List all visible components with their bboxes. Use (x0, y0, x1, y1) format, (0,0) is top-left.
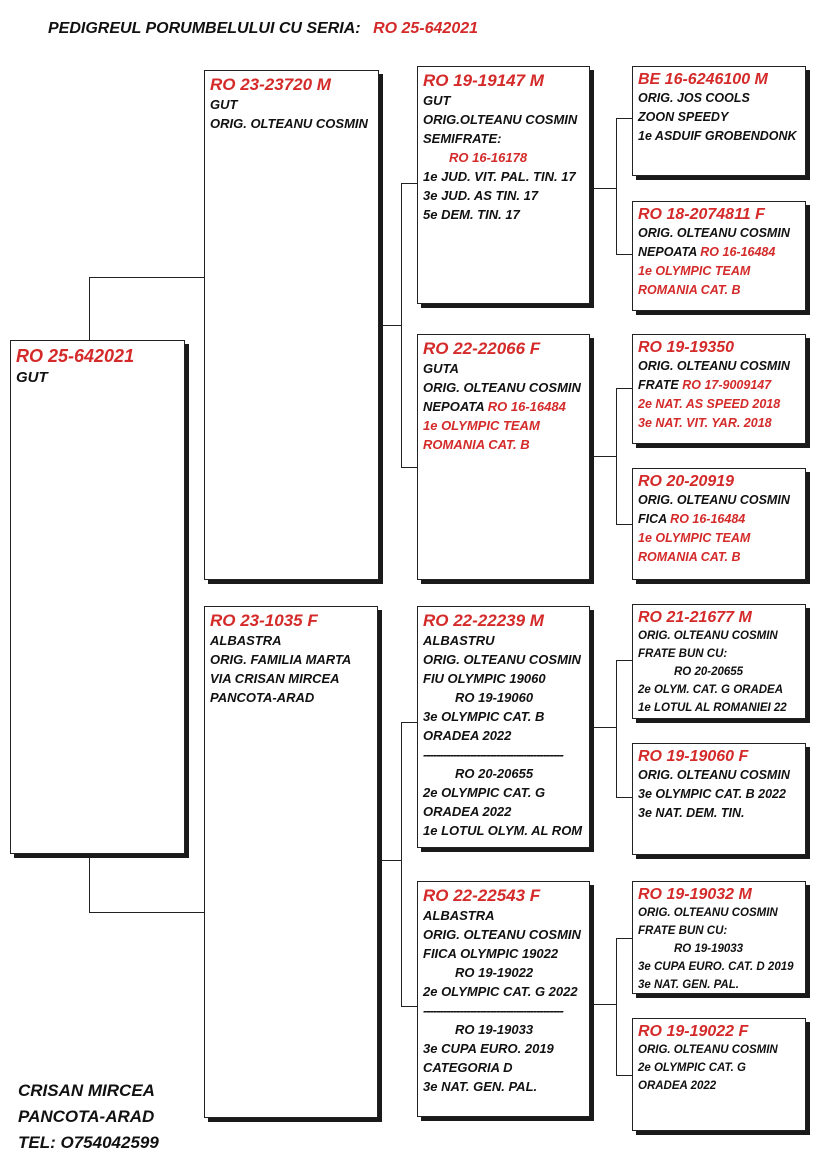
ds-sire-lines (638, 627, 800, 717)
dd-dam-lines (638, 1041, 800, 1095)
info-line-text: 3e NAT. GEN. PAL. (638, 979, 739, 991)
sire-dam-ring: RO 22-22066 F (423, 339, 541, 358)
sd-dam-ring: RO 20-20919 (638, 473, 735, 490)
ds-dam-lines (638, 766, 800, 823)
info-line (638, 922, 800, 940)
title-prefix: PEDIGREUL PORUMBELULUI CU SERIA: (48, 20, 361, 37)
info-line-text: ORIG. OLTEANU COSMIN (638, 493, 790, 507)
info-line-text: 1e OLYMPIC TEAM (638, 264, 751, 278)
connector-line (616, 797, 632, 798)
info-line (638, 766, 800, 785)
info-line-text: ALBASTRA (210, 633, 282, 648)
info-line-text: ORIG. JOS COOLS (638, 91, 750, 105)
sire-box (204, 70, 379, 580)
info-line (423, 167, 584, 186)
dam-dam-lines (423, 906, 584, 1096)
info-line-text: 3e CUPA EURO. CAT. D 2019 (638, 961, 794, 973)
dam-dam-ring: RO 22-22543 F (423, 886, 541, 905)
connector-line (380, 325, 402, 326)
ds-dam-box (632, 743, 806, 855)
info-line-text: 3e JUD. AS TIN. 17 (423, 188, 539, 203)
info-line (423, 1077, 584, 1096)
connector-line (590, 1004, 617, 1005)
info-line (423, 1039, 584, 1058)
info-line (423, 821, 584, 840)
info-line-text: ROMANIA CAT. B (638, 283, 741, 297)
info-line (423, 186, 584, 205)
info-line (423, 764, 584, 783)
sire-lines (210, 95, 373, 133)
info-line (638, 1059, 800, 1077)
sire-sire-lines (423, 91, 584, 224)
info-line-ring: RO 16-16484 (487, 399, 566, 414)
info-line-text: ROMANIA CAT. B (638, 550, 741, 564)
connector-line (590, 727, 617, 728)
dd-sire-ring: RO 19-19032 M (638, 886, 752, 903)
info-line-text: NEPOATA (638, 245, 701, 259)
info-line-text: FRATE BUN CU: (638, 648, 728, 660)
info-line (423, 378, 584, 397)
info-line-text: FIICA OLYMPIC 19022 (423, 946, 559, 961)
info-line-text: 1e LOTUL AL ROMANIEI 22 (638, 702, 787, 714)
info-line-text: ALBASTRU (423, 633, 495, 648)
info-line (423, 397, 584, 416)
sd-sire-lines (638, 357, 800, 433)
info-line (423, 707, 584, 726)
info-line-text: NEPOATA (423, 399, 488, 414)
dd-sire-lines (638, 904, 800, 994)
info-line (16, 368, 179, 388)
info-line (638, 1077, 800, 1095)
info-line-text: RO 20-20655 (674, 666, 744, 678)
sire-ring: RO 23-23720 M (210, 75, 331, 94)
connector-line (401, 183, 402, 468)
connector-line (89, 854, 90, 912)
connector-line (616, 660, 632, 661)
info-line-text: 1e OLYMPIC TEAM (423, 418, 540, 433)
info-line-text: ORIG. OLTEANU COSMIN (638, 630, 778, 642)
info-line-text: RO 20-20655 (455, 766, 534, 781)
connector-line (616, 118, 617, 255)
connector-line (616, 118, 632, 119)
info-line (638, 108, 800, 127)
info-line (423, 745, 584, 764)
dam-lines (210, 631, 372, 707)
info-line-text: ------------------------------------------ (423, 747, 563, 762)
info-line-text: GUTA (423, 361, 459, 376)
info-line-text: 1e OLYMPIC TEAM (638, 531, 751, 545)
info-line-text: 2e NAT. AS SPEED 2018 (638, 397, 781, 411)
info-line-text: GUT (210, 97, 238, 112)
dam-ring: RO 23-1035 F (210, 611, 318, 630)
info-line-text: VIA CRISAN MIRCEA (210, 671, 340, 686)
info-line (638, 262, 800, 281)
sire-sire-box (417, 66, 590, 304)
info-line (423, 925, 584, 944)
connector-line (89, 277, 90, 340)
info-line-text: ROMANIA CAT. B (423, 437, 530, 452)
info-line-text: ORIG. OLTEANU COSMIN (638, 907, 778, 919)
info-line (638, 958, 800, 976)
info-line-text: FRATE (638, 378, 683, 392)
info-line (638, 529, 800, 548)
info-line-text: 1e LOTUL OLYM. AL ROM (423, 823, 583, 838)
info-line-text: ORIG. FAMILIA MARTA (210, 652, 352, 667)
info-line (423, 906, 584, 925)
ds-sire-box (632, 604, 806, 719)
info-line-ring: RO 17-9009147 (682, 378, 772, 392)
connector-line (590, 456, 617, 457)
connector-line (401, 183, 417, 184)
info-line (638, 281, 800, 300)
info-line (423, 783, 584, 802)
dam-box (204, 606, 378, 1118)
info-line (638, 127, 800, 146)
info-line (638, 89, 800, 108)
info-line (423, 91, 584, 110)
dam-sire-box (417, 606, 590, 848)
dam-dam-box (417, 881, 590, 1117)
info-line (210, 95, 373, 114)
info-line (210, 669, 372, 688)
sd-sire-ring: RO 19-19350 (638, 339, 735, 356)
info-line-text: 1e ASDUIF GROBENDONK (638, 129, 797, 143)
info-line-text: RO 19-19060 (455, 690, 534, 705)
connector-line (616, 938, 632, 939)
info-line (423, 963, 584, 982)
info-line-text: GUT (16, 369, 48, 386)
info-line (638, 904, 800, 922)
info-line (210, 650, 372, 669)
info-line (423, 982, 584, 1001)
info-line-text: ORIG. OLTEANU COSMIN (638, 226, 790, 240)
connector-line (616, 660, 617, 798)
info-line-text: FICA (638, 512, 671, 526)
page-title (48, 20, 478, 38)
info-line-text: ORIG. OLTEANU COSMIN (638, 768, 790, 782)
info-line (423, 435, 584, 454)
sire-sire-ring: RO 19-19147 M (423, 71, 544, 90)
dd-dam-box (632, 1018, 806, 1131)
sire-dam-box (417, 334, 590, 580)
info-line-text: 3e NAT. VIT. YAR. 2018 (638, 416, 772, 430)
info-line-text: 2e OLYM. CAT. G ORADEA (638, 684, 784, 696)
info-line-text: 2e OLYMPIC CAT. G 2022 (423, 984, 578, 999)
info-line-text: ORIG. OLTEANU COSMIN (210, 116, 368, 131)
info-line (210, 688, 372, 707)
breeder-name: CRISAN MIRCEA (18, 1081, 155, 1100)
info-line-text: FRATE BUN CU: (638, 925, 728, 937)
info-line (638, 414, 800, 433)
info-line (638, 681, 800, 699)
info-line-text: 2e OLYMPIC CAT. G (638, 1062, 746, 1074)
subject-box (10, 340, 185, 854)
info-line-text: 3e OLYMPIC CAT. B 2022 (638, 787, 786, 801)
info-line (423, 726, 584, 745)
info-line (423, 650, 584, 669)
info-line-ring: RO 16-16484 (670, 512, 746, 526)
info-line-text: FIU OLYMPIC 19060 (423, 671, 546, 686)
ss-dam-ring: RO 18-2074811 F (638, 206, 765, 223)
info-line-text: 5e DEM. TIN. 17 (423, 207, 520, 222)
info-line (638, 645, 800, 663)
info-line-text: ALBASTRA (423, 908, 495, 923)
info-line (638, 357, 800, 376)
connector-line (616, 1075, 632, 1076)
info-line (210, 114, 373, 133)
info-line-text: ORIG. OLTEANU COSMIN (423, 927, 581, 942)
info-line (423, 944, 584, 963)
info-line-text: ORIG. OLTEANU COSMIN (423, 652, 581, 667)
ss-sire-ring: BE 16-6246100 M (638, 71, 768, 88)
dam-sire-ring: RO 22-22239 M (423, 611, 544, 630)
info-line (423, 205, 584, 224)
info-line (638, 699, 800, 717)
info-line-text: PANCOTA-ARAD (210, 690, 315, 705)
breeder-contact (18, 1078, 159, 1156)
info-line (638, 1041, 800, 1059)
info-line (638, 491, 800, 510)
info-line (638, 976, 800, 994)
connector-line (401, 467, 417, 468)
subject-ring: RO 25-642021 (16, 346, 135, 366)
info-line-text: ORADEA 2022 (423, 728, 512, 743)
info-line (423, 1020, 584, 1039)
info-line-text: 3e NAT. DEM. TIN. (638, 806, 745, 820)
connector-line (616, 524, 632, 525)
connector-line (401, 722, 417, 723)
ss-sire-box (632, 66, 806, 176)
subject-lines (16, 368, 179, 388)
info-line (423, 148, 584, 167)
connector-line (616, 254, 632, 255)
connector-line (89, 277, 204, 278)
ss-dam-lines (638, 224, 800, 300)
info-line (423, 1058, 584, 1077)
ss-sire-lines (638, 89, 800, 146)
ss-dam-box (632, 201, 806, 311)
info-line (423, 631, 584, 650)
title-ring: RO 25-642021 (373, 20, 479, 37)
info-line-text: ORADEA 2022 (423, 804, 512, 819)
info-line (423, 129, 584, 148)
info-line-text: ORIG. OLTEANU COSMIN (638, 1044, 778, 1056)
connector-line (401, 1006, 417, 1007)
info-line (423, 1001, 584, 1020)
info-line-text: ORIG.OLTEANU COSMIN (423, 112, 578, 127)
info-line-text: RO 19-19033 (674, 943, 744, 955)
ds-dam-ring: RO 19-19060 F (638, 748, 749, 765)
info-line-text: GUT (423, 93, 451, 108)
dam-sire-lines (423, 631, 584, 840)
info-line (423, 669, 584, 688)
connector-line (616, 388, 632, 389)
info-line-ring: RO 16-16484 (700, 245, 776, 259)
connector-line (616, 388, 617, 525)
info-line (638, 940, 800, 958)
info-line (423, 110, 584, 129)
connector-line (401, 722, 402, 1007)
connector-line (89, 912, 204, 913)
connector-line (616, 938, 617, 1076)
info-line-text: ORIG. OLTEANU COSMIN (423, 380, 581, 395)
info-line-text: 1e JUD. VIT. PAL. TIN. 17 (423, 169, 576, 184)
info-line (423, 802, 584, 821)
info-line-text: 3e NAT. GEN. PAL. (423, 1079, 538, 1094)
info-line-text: 3e CUPA EURO. 2019 (423, 1041, 554, 1056)
connector-line (380, 860, 402, 861)
info-line-text: 2e OLYMPIC CAT. G (423, 785, 546, 800)
sd-dam-box (632, 468, 806, 580)
info-line (638, 663, 800, 681)
info-line-text: 3e OLYMPIC CAT. B (423, 709, 545, 724)
info-line-text: RO 16-16178 (449, 150, 528, 165)
info-line-text: ZOON SPEEDY (638, 110, 729, 124)
info-line-text: ORADEA 2022 (638, 1080, 717, 1092)
breeder-phone: TEL: O754042599 (18, 1133, 159, 1152)
info-line-text: ------------------------------------------ (423, 1003, 563, 1018)
info-line-text: CATEGORIA D (423, 1060, 513, 1075)
connector-line (590, 188, 617, 189)
info-line (638, 804, 800, 823)
info-line-text: RO 19-19022 (455, 965, 534, 980)
sd-sire-box (632, 334, 806, 444)
info-line (638, 510, 800, 529)
info-line (423, 359, 584, 378)
sire-dam-lines (423, 359, 584, 454)
info-line (423, 416, 584, 435)
dd-sire-box (632, 881, 806, 994)
info-line-text: ORIG. OLTEANU COSMIN (638, 359, 790, 373)
info-line (638, 395, 800, 414)
sd-dam-lines (638, 491, 800, 567)
info-line (210, 631, 372, 650)
info-line (638, 627, 800, 645)
info-line (638, 376, 800, 395)
dd-dam-ring: RO 19-19022 F (638, 1023, 749, 1040)
info-line (638, 224, 800, 243)
ds-sire-ring: RO 21-21677 M (638, 609, 752, 626)
info-line (638, 243, 800, 262)
breeder-location: PANCOTA-ARAD (18, 1107, 155, 1126)
info-line (423, 688, 584, 707)
info-line (638, 785, 800, 804)
info-line-text: RO 19-19033 (455, 1022, 534, 1037)
info-line (638, 548, 800, 567)
info-line-text: SEMIFRATE: (423, 131, 502, 146)
